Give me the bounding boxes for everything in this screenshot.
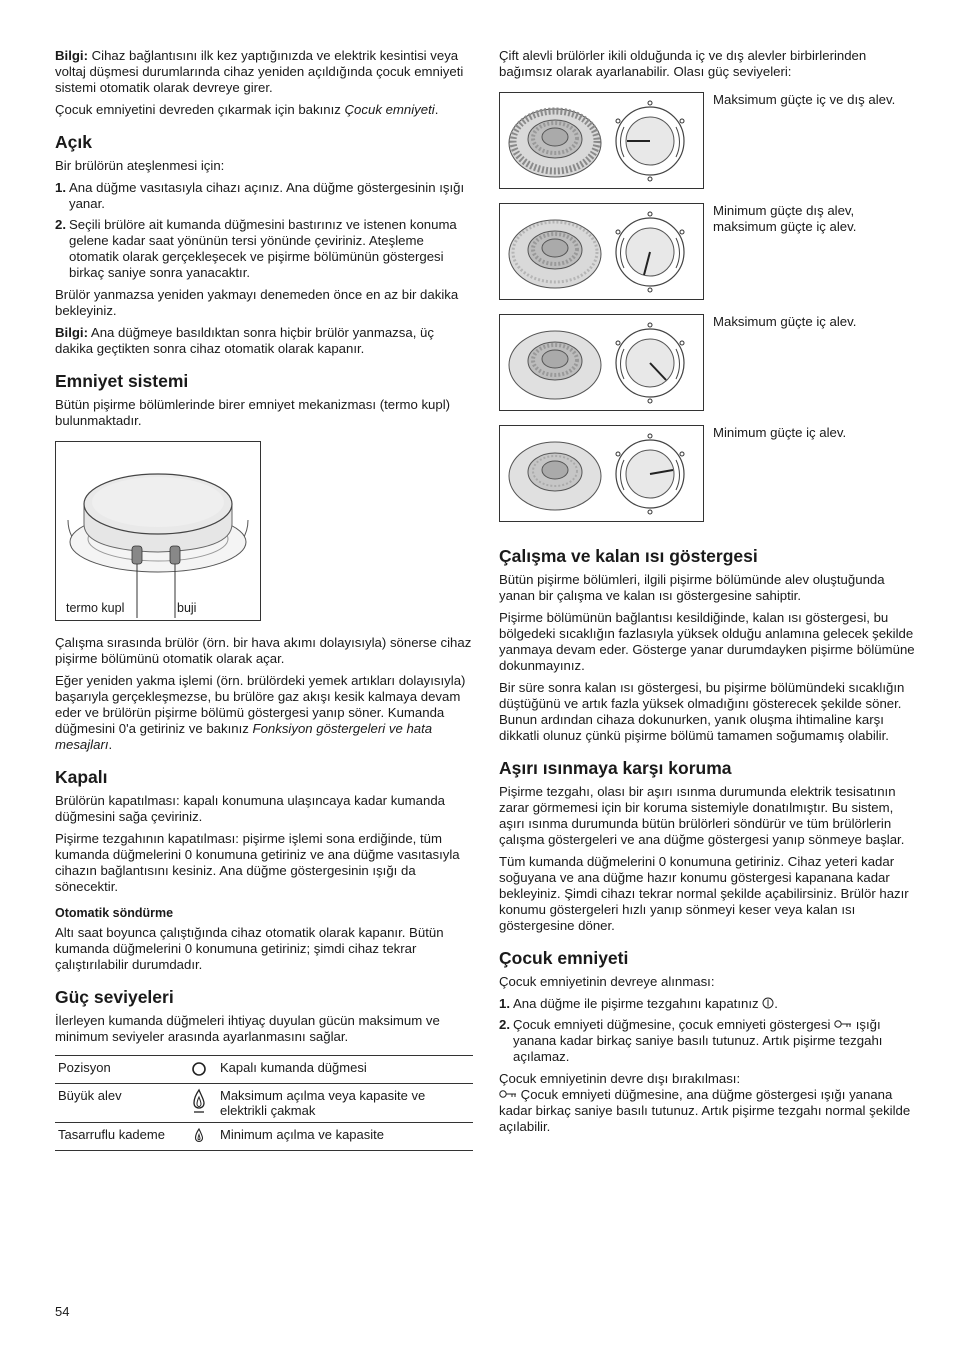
bilgi-label: Bilgi: <box>55 325 88 340</box>
cocuk-note-text: Çocuk emniyetini devreden çıkarmak için bakınız <box>55 102 345 117</box>
burner-knob-illustration <box>500 204 703 299</box>
burner-thermocouple-figure <box>55 441 261 621</box>
bilgi-note-1 <box>55 48 473 96</box>
step-text: Çocuk emniyeti düğmesine, çocuk emniyeti göstergesi <box>513 1017 835 1032</box>
emniyet-paragraph-2: Çalışma sırasında brülör (örn. bir hava akımı dolayısıyla) sönerse cihaz pişirme bölümünü otomatik olarak açar. <box>55 635 472 666</box>
table-cell-position: Büyük alev <box>55 1084 181 1123</box>
cocuk-step-2 <box>499 1017 917 1065</box>
table-cell-position: Tasarruflu kademe <box>55 1123 181 1151</box>
cocuk-intro: Çocuk emniyetinin devreye alınması: <box>499 974 715 989</box>
key-icon <box>499 1089 517 1099</box>
calisma-paragraph-3: Bir süre sonra kalan ısı göstergesi, bu pişirme bölümündeki sıcaklığın düştüğünü ve artık fazla yüksek olmadığını gösterecek şekilde söner. Bunun ardından cihaza dokunurken, yanık oluşma ihtimaline karşı dikkatli olunuz çünkü pişirme bölümü tamamen soğumamış olabilir. <box>499 680 905 743</box>
step-number: 2. <box>55 217 66 232</box>
calisma-paragraph-1: Bütün pişirme bölümleri, ilgili pişirme bölümünde alev oluştuğunda yanan bir çalışma ve kalan ısı göstergesine sahiptir. <box>499 572 885 603</box>
acik-intro: Bir brülörün ateşlenmesi için: <box>55 158 225 173</box>
step-text: Seçili brülöre ait kumanda düğmesini bastırınız ve istenen konuma gelene kadar saat yönünün tersi yönünde çeviriniz. Ateşleme otomatik olarak gerçekleşecek ve pişirme bölümünün göstergesi birkaç saniye sonra yanacaktır. <box>69 217 457 280</box>
cocuk-steps <box>499 996 917 1065</box>
cocuk-step-1 <box>499 996 917 1012</box>
guc-heading: Güç seviyeleri <box>55 987 174 1007</box>
power-level-caption: Maksimum güçte iç alev. <box>713 314 857 329</box>
power-level-image <box>499 314 704 411</box>
acik-paragraph: Brülör yanmazsa yeniden yakmayı denemeden önce en az bir dakika bekleyiniz. <box>55 287 459 318</box>
small-flame-icon <box>193 1127 205 1143</box>
step-text: Ana düğme vasıtasıyla cihazı açınız. Ana düğme göstergesinin ışığı yanar. <box>69 180 465 211</box>
table-cell-position: Pozisyon <box>55 1056 181 1084</box>
cocuk-off-title: Çocuk emniyetinin devre dışı bırakılması: <box>499 1071 741 1086</box>
cocuk-off-paragraph <box>499 1087 917 1135</box>
burner-knob-illustration <box>500 426 703 521</box>
burner-illustration <box>56 442 260 620</box>
cocuk-note-end: . <box>434 102 439 117</box>
power-level-row <box>499 203 917 314</box>
acik-steps <box>55 180 473 281</box>
calisma-heading: Çalışma ve kalan ısı göstergesi <box>499 546 758 566</box>
emniyet-heading: Emniyet sistemi <box>55 371 189 391</box>
key-icon <box>834 1019 852 1029</box>
burner-knob-illustration <box>500 93 703 188</box>
step-number: 2. <box>499 1017 510 1032</box>
power-level-caption: Minimum güçte dış alev, maksimum güçte iç alev. <box>713 203 857 234</box>
emniyet-paragraph-3 <box>55 673 473 753</box>
figure-label-thermocouple: termo kupl <box>66 601 125 615</box>
table-cell-description: Minimum açılma ve kapasite <box>217 1123 473 1151</box>
table-cell-description: Maksimum açılma veya kapasite ve elektrikli çakmak <box>217 1084 473 1123</box>
table-row <box>55 1084 473 1123</box>
bilgi-text: Cihaz bağlantısını ilk kez yaptığınızda ve elektrik kesintisi veya voltaj düşmesi durumlarında cihaz yeniden açıldığında çocuk emniyeti sistemi otomatik olarak devreye girer. <box>55 48 464 95</box>
power-level-image <box>499 92 704 189</box>
power-level-image <box>499 425 704 522</box>
step-number: 1. <box>55 180 66 195</box>
burner-knob-illustration <box>500 315 703 410</box>
cift-alevli-paragraph: Çift alevli brülörler ikili olduğunda iç ve dış alevler birbirlerinden bağımsız olarak ayarlanabilir. Olası güç seviyeleri: <box>499 48 867 79</box>
power-level-row <box>499 314 917 425</box>
power-level-caption: Minimum güçte iç alev. <box>713 425 847 440</box>
kapali-heading: Kapalı <box>55 767 108 787</box>
table-cell-icon <box>181 1056 217 1084</box>
bilgi-label: Bilgi: <box>55 48 88 63</box>
right-column <box>499 48 917 1141</box>
asiri-isinma-heading: Aşırı ısınmaya karşı koruma <box>499 758 732 778</box>
acik-step-2 <box>55 217 473 281</box>
cocuk-emniyeti-heading: Çocuk emniyeti <box>499 948 629 968</box>
left-column <box>55 48 473 1151</box>
cocuk-note-link: Çocuk emniyeti <box>344 102 435 117</box>
power-level-row <box>499 92 917 203</box>
acik-step-1 <box>55 180 473 212</box>
table-row <box>55 1056 473 1084</box>
calisma-paragraph-2: Pişirme bölümünün bağlantısı kesildiğinde, kalan ısı göstergesi, bu bölgedeki sıcaklığın fazlasıyla yüksek olduğu anlamına gelecek şekilde yanmaya devam eder. Gösterge yanar durumdayken pişirme bölümüne dokunmayınız. <box>499 610 915 673</box>
step-text: Ana düğme ile pişirme tezgahını kapatınız <box>513 996 763 1011</box>
asiri-paragraph-1: Pişirme tezgahı, olası bir aşırı ısınma durumunda elektrik tesisatının zarar görmemesi için bir koruma sistemiyle donatılmıştır. Bu sistem, aşırı ısınma durumunda bütün brülörleri söndürür ve tüm brülörlerin çalışma göstergeleri ve ana düğme göstergesi yanıp sönmeye başlar. <box>499 784 905 847</box>
table-cell-icon <box>181 1084 217 1123</box>
bilgi-text: Ana düğmeye basıldıktan sonra hiçbir brülör yanmazsa, üç dakika geçtikten sonra cihaz otomatik olarak kapanır. <box>55 325 434 356</box>
off-circle-icon <box>191 1060 207 1076</box>
table-cell-icon <box>181 1123 217 1151</box>
guc-paragraph: İlerleyen kumanda düğmeleri ihtiyaç duyulan gücün maksimum ve minimum seviyeler arasında ayarlanmasını sağlar. <box>55 1013 440 1044</box>
power-level-caption: Maksimum güçte iç ve dış alev. <box>713 92 896 107</box>
figure-label-igniter: buji <box>177 601 197 615</box>
table-row <box>55 1123 473 1151</box>
step-end: . <box>774 996 778 1011</box>
bilgi-note-2 <box>55 325 473 357</box>
table-cell-description: Kapalı kumanda düğmesi <box>217 1056 473 1084</box>
page-number: 54 <box>55 1304 70 1319</box>
acik-heading: Açık <box>55 132 92 152</box>
emniyet-p3-text: Eğer yeniden yakma işlemi (örn. brülördeki yemek artıkları dolayısıyla) başarıyla gerçekleşmezse, bu brülöre gaz akışı kesik kalmaya devam eder ve brülörün pişirme bölümü göstergesi yanıp söner. Kumanda düğmesini 0'a getiriniz ve bakınız <box>55 673 466 736</box>
emniyet-paragraph-1: Bütün pişirme bölümlerinde birer emniyet mekanizması (termo kupl) bulunmaktadır. <box>55 397 451 428</box>
otomatik-paragraph: Altı saat boyunca çalıştığında cihaz otomatik olarak kapanır. Bütün kumanda düğmelerini 0 konumuna getiriniz; şimdi cihaz tekrar çalıştırılabilir durumdadır. <box>55 925 444 972</box>
power-level-image <box>499 203 704 300</box>
kapali-paragraph-1: Brülörün kapatılması: kapalı konumuna ulaşıncaya kadar kumanda düğmesini sağa çeviriniz. <box>55 793 445 824</box>
asiri-paragraph-2: Tüm kumanda düğmelerini 0 konumuna getiriniz. Cihaz yeteri kadar soğuyana ve ana düğme hazır konumu göstergesi kapanana kadar bekleyiniz. Şimdi cihazı tekrar normal şekilde açabilirsiniz. Brülör hazır konumu göstergeleri hızlı yanıp sönmeyi keser veya kalan ısı göstergesine döner. <box>499 854 909 933</box>
step-text: ışığı yanana kadar birkaç saniye basılı tutunuz. Artık pişirme tezgahı açılamaz. <box>513 1017 883 1064</box>
cocuk-reference-note <box>55 102 473 118</box>
emniyet-p3-end: . <box>108 737 113 752</box>
step-number: 1. <box>499 996 510 1011</box>
otomatik-heading: Otomatik söndürme <box>55 906 174 920</box>
power-level-row <box>499 425 917 536</box>
fonksiyon-reference: Fonksiyon göstergeleri ve hata mesajları <box>55 721 433 752</box>
power-settings-table <box>55 1055 473 1151</box>
cocuk-off-text: Çocuk emniyeti düğmesine, ana düğme göstergesi ışığı yanana kadar birkaç saniye basılı tutunuz. Artık pişirme tezgahı normal şekilde açılabilir. <box>499 1087 911 1134</box>
power-symbol-icon <box>762 997 774 1009</box>
large-flame-icon <box>191 1088 207 1114</box>
kapali-paragraph-2: Pişirme tezgahının kapatılması: pişirme işlemi sona erdiğinde, tüm kumanda düğmelerini 0 konumuna getiriniz ve ana düğme vasıtasıyla cihazın bağlantısını kesiniz. Ana düğme göstergesinin ışığı da sönecektir. <box>55 831 460 894</box>
